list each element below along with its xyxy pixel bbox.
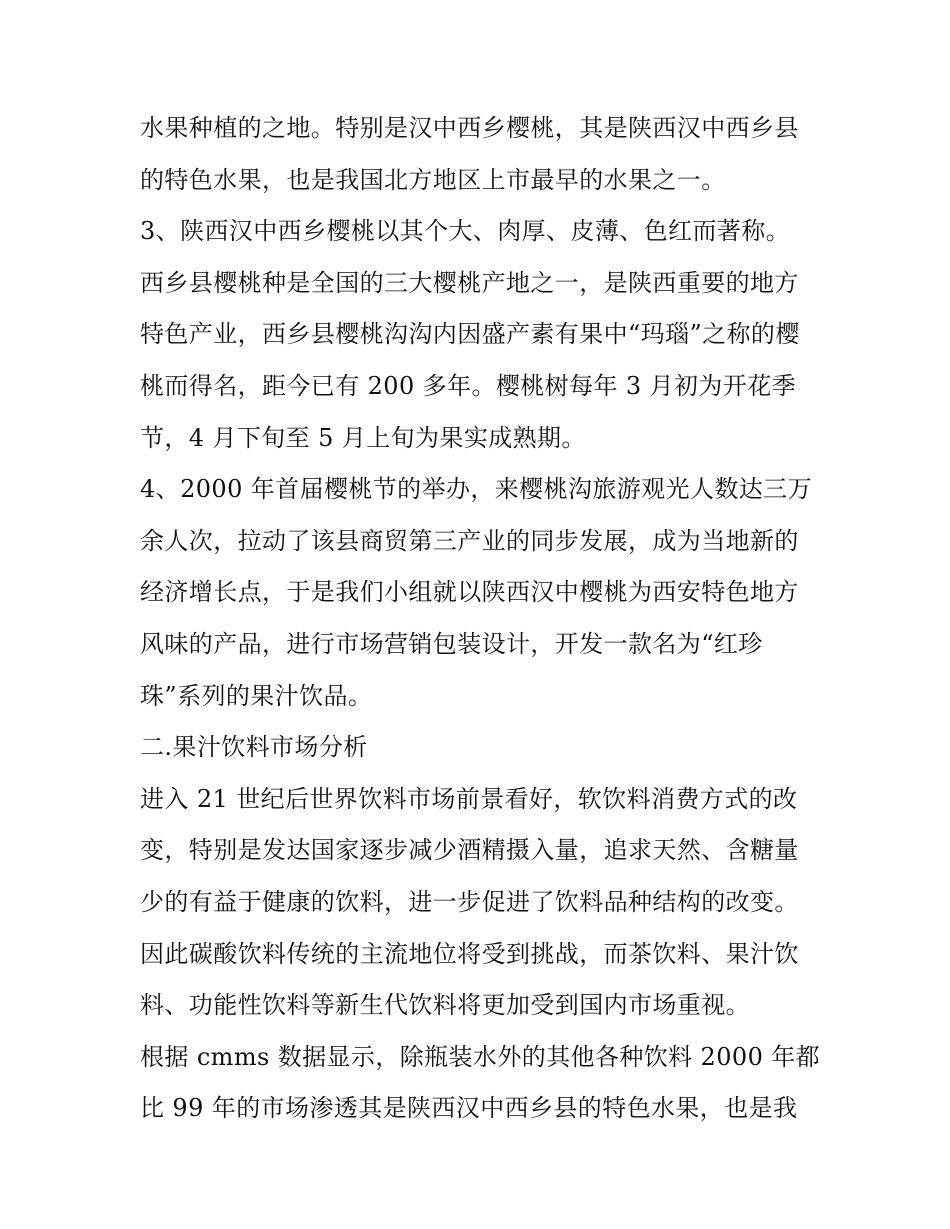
- text-line: 桃而得名，距今已有 200 多年。樱桃树每年 3 月初为开花季: [140, 371, 796, 400]
- text-line: 珠”系列的果汁饮品。: [140, 681, 373, 710]
- text-line: 特色产业，西乡县樱桃沟沟内因盛产素有果中“玛瑙”之称的樱: [140, 320, 800, 349]
- text-line: 4、2000 年首届樱桃节的举办，来樱桃沟旅游观光人数达三万: [140, 475, 812, 504]
- text-line: 余人次，拉动了该县商贸第三产业的同步发展，成为当地新的: [140, 526, 799, 555]
- text-line: 3、陕西汉中西乡樱桃以其个大、肉厚、皮薄、色红而著称。: [140, 217, 791, 246]
- document-body: [140, 103, 820, 1135]
- text-line: 节，4 月下旬至 5 月上旬为果实成熟期。: [140, 423, 586, 452]
- text-line: 水果种植的之地。特别是汉中西乡樱桃，其是陕西汉中西乡县: [140, 114, 799, 142]
- text-line: 比 99 年的市场渗透其是陕西汉中西乡县的特色水果，也是我: [140, 1094, 798, 1123]
- section-heading: 二.果汁饮料市场分析: [140, 733, 368, 762]
- text-line: 少的有益于健康的饮料，进一步促进了饮料品种结构的改变。: [140, 887, 799, 916]
- text-line: 因此碳酸饮料传统的主流地位将受到挑战，而茶饮料、果汁饮: [140, 939, 799, 968]
- text-line: 料、功能性饮料等新生代饮料将更加受到国内市场重视。: [140, 991, 750, 1020]
- text-line: 西乡县樱桃种是全国的三大樱桃产地之一，是陕西重要的地方: [140, 268, 799, 297]
- text-line: 根据 cmms 数据显示，除瓶装水外的其他各种饮料 2000 年都: [140, 1042, 821, 1071]
- text-line: 变，特别是发达国家逐步减少酒精摄入量，追求天然、含糖量: [140, 836, 799, 865]
- text-line: 风味的产品，进行市场营销包装设计，开发一款名为“红珍: [140, 629, 763, 658]
- text-line: 进入 21 世纪后世界饮料市场前景看好，软饮料消费方式的改: [140, 784, 798, 813]
- text-line: 经济增长点，于是我们小组就以陕西汉中樱桃为西安特色地方: [140, 578, 799, 607]
- text-line: 的特色水果，也是我国北方地区上市最早的水果之一。: [140, 165, 726, 194]
